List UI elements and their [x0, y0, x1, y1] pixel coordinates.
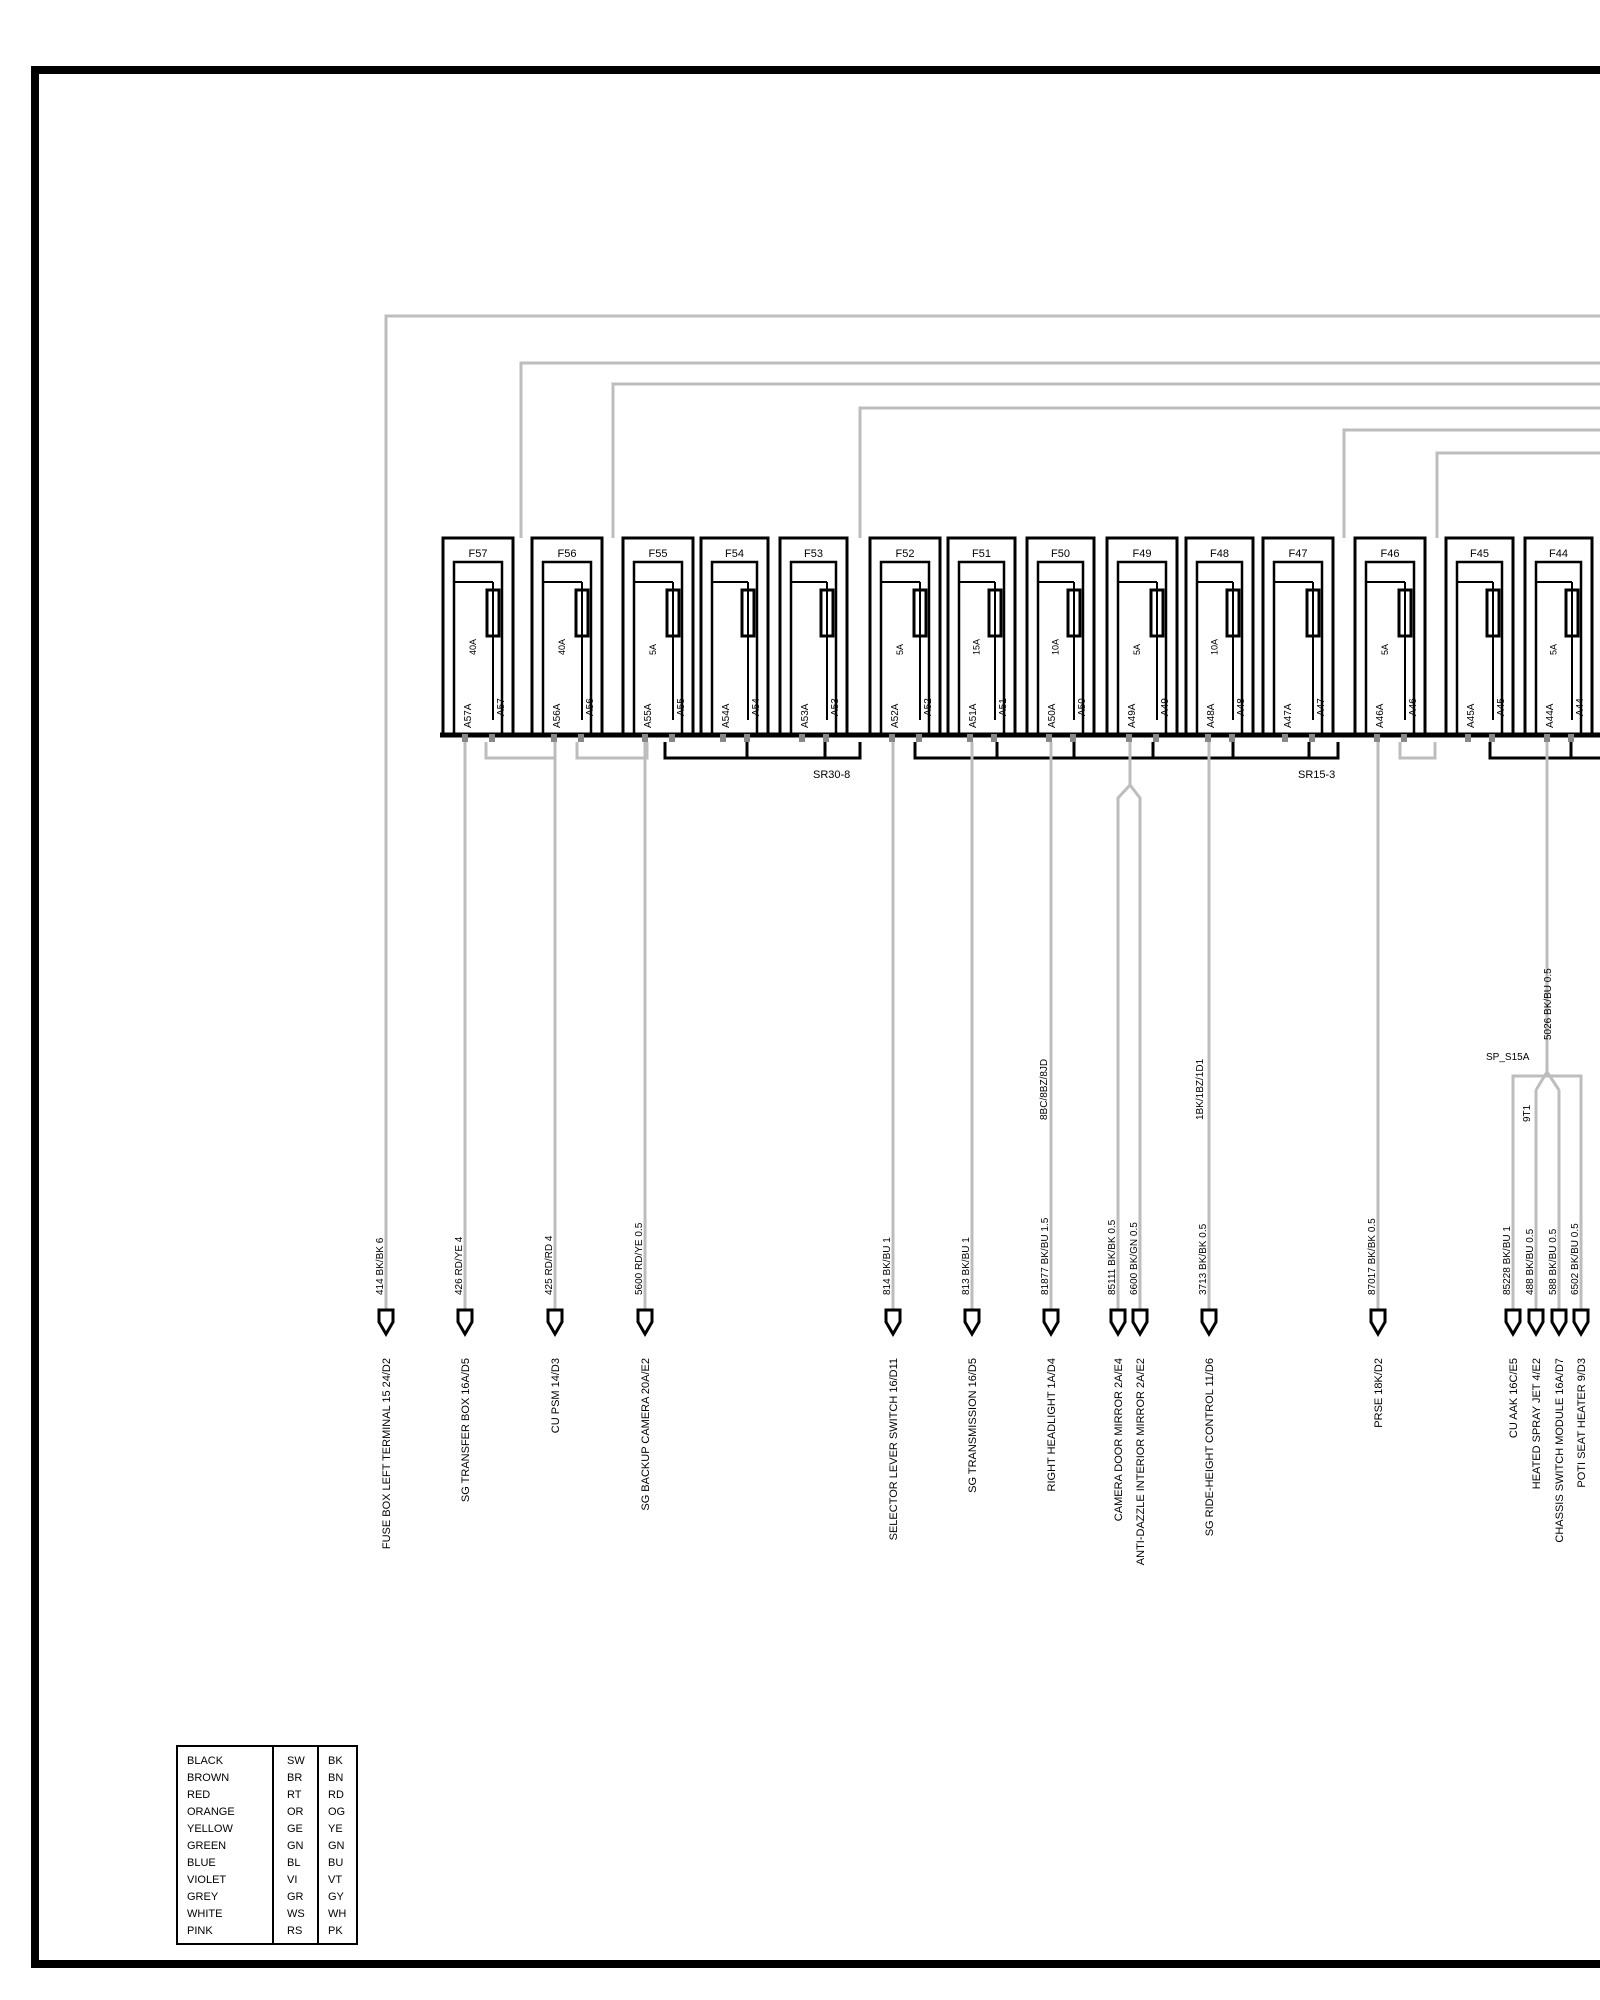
bus-label-sr30-8: SR30-8: [813, 769, 851, 781]
fuse-f47: [1263, 538, 1333, 742]
splice-label-sp-s15a: SP_S15A: [1486, 1052, 1530, 1063]
fuse-f54: [701, 538, 768, 742]
destination-label: FUSE BOX LEFT TERMINAL 15 24/D2: [381, 1358, 393, 1550]
legend-cell: RED: [187, 1789, 211, 1801]
wire-label: 81877 BK/BU 1.5: [1040, 1217, 1051, 1295]
output-wires: [375, 320, 1588, 1565]
fuse-id-label: F53: [804, 548, 823, 560]
destination-label: ANTI-DAZZLE INTERIOR MIRROR 2A/E2: [1135, 1358, 1147, 1566]
fuse-id-label: F50: [1051, 548, 1070, 560]
fuse-pin-out-label: A47: [1316, 698, 1327, 716]
output-circuit: [1548, 1090, 1566, 1543]
output-circuit: [544, 742, 562, 1433]
fuse-f46: [1355, 538, 1425, 742]
fuse-pin-out-label: A55: [676, 698, 687, 716]
wire-label: 426 RD/YE 4: [454, 1236, 465, 1295]
wire-label: 814 BK/BU 1: [882, 1237, 893, 1295]
legend-cell: BK: [328, 1755, 343, 1767]
legend-cell: VI: [287, 1874, 298, 1886]
fuse-id-label: F46: [1380, 548, 1400, 560]
legend-cell: BLUE: [187, 1857, 216, 1869]
wire-label: 87017 BK/BK 0.5: [1367, 1218, 1378, 1295]
fuse-rating-label: 10A: [1209, 638, 1220, 655]
fuse-id-label: F48: [1210, 548, 1229, 560]
fuse-rating-label: 40A: [468, 638, 478, 655]
fuse-rating-label: 5A: [648, 643, 658, 655]
fuse-pin-in-label: A51A: [968, 703, 979, 728]
fuse-pin-out-label: A49: [1160, 698, 1171, 716]
fuse-id-label: F51: [972, 548, 991, 560]
legend-cell: GE: [287, 1823, 303, 1835]
wire-label: 6600 BK/GN 0.5: [1129, 1222, 1140, 1295]
connector-pin-icon: [638, 1310, 652, 1334]
legend-cell: BL: [287, 1857, 301, 1869]
fuse-pin-in-label: A53A: [800, 703, 811, 728]
legend-cell: ORANGE: [187, 1806, 235, 1818]
wire-label: 85111 BK/BK 0.5: [1107, 1219, 1118, 1295]
fuse-block: [440, 538, 1600, 742]
fuse-rating-label: 10A: [1050, 638, 1061, 655]
legend-cell: RT: [287, 1789, 302, 1801]
fuse-rating-label: 5A: [1132, 643, 1142, 655]
connector-pin-icon: [965, 1310, 979, 1334]
wire-label: 3713 BK/BK 0.5: [1198, 1223, 1209, 1295]
fuse-pin-out-label: A53: [830, 698, 841, 716]
legend-cell: OR: [287, 1806, 304, 1818]
fuse-f50: [1027, 538, 1094, 742]
connector-pin-icon: [1529, 1310, 1543, 1334]
fuse-f48: [1186, 538, 1253, 742]
wire-label: 85228 BK/BU 1: [1502, 1226, 1513, 1295]
output-circuit: [1502, 1090, 1520, 1438]
wire-label: 414 BK/BK 6: [375, 1237, 386, 1295]
legend-cell: GREY: [187, 1891, 219, 1903]
supply-wires: [386, 316, 1600, 538]
connector-pin-icon: [1371, 1310, 1385, 1334]
fuse-id-label: F56: [557, 548, 577, 560]
legend-cell: WH: [328, 1908, 347, 1920]
output-circuit: [1525, 1090, 1543, 1489]
destination-label: SELECTOR LEVER SWITCH 16/D11: [888, 1358, 900, 1541]
legend-cell: GY: [328, 1891, 344, 1903]
fuse-pin-in-label: A46A: [1375, 703, 1386, 728]
destination-label: RIGHT HEADLIGHT 1A/D4: [1046, 1358, 1058, 1492]
fuse-pin-in-label: A49A: [1127, 703, 1138, 728]
legend-cell: YELLOW: [187, 1823, 233, 1835]
fuse-pin-in-label: A47A: [1283, 703, 1294, 728]
junction-wire-label-f48: 1BK/1BZ/1D1: [1195, 1058, 1206, 1120]
fuse-id-label: F57: [468, 548, 488, 560]
wire-label: 6502 BK/BU 0.5: [1570, 1223, 1581, 1295]
fuse-id-label: F52: [895, 548, 915, 560]
fuse-rating-label: 40A: [557, 638, 567, 655]
destination-label: CU PSM 14/D3: [550, 1358, 562, 1434]
fuse-f52: [870, 538, 940, 742]
connector-pin-icon: [379, 1310, 393, 1334]
legend-cell: PINK: [187, 1925, 213, 1937]
fuse-f57: [443, 538, 513, 742]
legend-cell: GR: [287, 1891, 304, 1903]
fuse-rating-label: 5A: [895, 643, 905, 655]
fuse-pin-in-label: A56A: [552, 703, 563, 728]
output-circuit: [454, 742, 472, 1502]
fuse-pin-out-label: A56: [585, 698, 596, 716]
output-circuit: [1570, 1090, 1588, 1488]
output-circuit: [634, 742, 652, 1511]
wire-label: 588 BK/BU 0.5: [1548, 1228, 1559, 1295]
fuse-pin-in-label: A52A: [890, 703, 901, 728]
fuse-rating-label: 5A: [1548, 643, 1559, 655]
fuse-pin-in-label: A57A: [463, 703, 474, 728]
fuse-pin-out-label: A45: [1496, 698, 1507, 716]
wire-label: 488 BK/BU 0.5: [1525, 1228, 1536, 1295]
fuse-pin-in-label: A44A: [1545, 703, 1556, 728]
bus-bars: [486, 742, 1600, 758]
fuse-pin-in-label: A55A: [643, 703, 654, 728]
destination-label: CU AAK 16C/E5: [1508, 1358, 1520, 1439]
legend-cell: PK: [328, 1925, 343, 1937]
legend-cell: BN: [328, 1772, 344, 1784]
connector-pin-icon: [1202, 1310, 1216, 1334]
destination-label: SG TRANSMISSION 16/D5: [967, 1358, 979, 1493]
fuse-pin-out-label: A57: [496, 698, 507, 716]
fuse-rating-label: 5A: [1380, 643, 1390, 655]
fuse-pin-out-label: A52: [923, 698, 934, 716]
connector-pin-icon: [458, 1310, 472, 1334]
color-legend: [177, 1746, 357, 1944]
fuse-id-label: F45: [1470, 548, 1489, 560]
connector-pin-icon: [1552, 1310, 1566, 1334]
output-circuit: [1198, 742, 1216, 1536]
fuse-f45: [1446, 538, 1513, 742]
connector-pin-icon: [1044, 1310, 1058, 1334]
legend-cell: WHITE: [187, 1908, 223, 1920]
splice-f49: [1118, 742, 1140, 808]
fuse-id-label: F49: [1132, 548, 1152, 560]
legend-cell: VT: [328, 1874, 343, 1886]
connector-pin-icon: [1506, 1310, 1520, 1334]
connector-pin-icon: [1133, 1310, 1147, 1334]
legend-cell: SW: [287, 1755, 305, 1767]
connector-pin-icon: [1111, 1310, 1125, 1334]
fuse-pin-out-label: A54: [751, 698, 762, 716]
destination-label: POTI SEAT HEATER 9/D3: [1576, 1358, 1588, 1488]
legend-cell: RD: [328, 1789, 344, 1801]
fuse-f56: [532, 538, 602, 742]
fuse-pin-out-label: A46: [1408, 698, 1419, 716]
junction-wire-label-f44: 5026 BK/BU 0.5: [1543, 968, 1554, 1040]
fuse-f44: [1525, 538, 1592, 742]
fuse-pin-in-label: A45A: [1466, 703, 1477, 728]
fuse-pin-out-label: A48: [1236, 698, 1247, 716]
legend-cell: BLACK: [187, 1755, 224, 1767]
connector-pin-icon: [548, 1310, 562, 1334]
legend-cell: BR: [287, 1772, 303, 1784]
destination-label: PRSE 18K/D2: [1373, 1358, 1385, 1428]
legend-cell: GN: [328, 1840, 345, 1852]
legend-cell: GN: [287, 1840, 304, 1852]
legend-cell: BROWN: [187, 1772, 230, 1784]
fuse-f51: [948, 538, 1015, 742]
output-circuit: [961, 742, 979, 1493]
legend-cell: BU: [328, 1857, 344, 1869]
fuse-f53: [780, 538, 847, 742]
legend-cell: OG: [328, 1806, 346, 1818]
output-circuit: [1129, 808, 1147, 1565]
fuse-rating-label: 15A: [971, 638, 982, 655]
sheet-frame: [31, 66, 1600, 1968]
output-circuit: [375, 320, 393, 1549]
destination-label: CAMERA DOOR MIRROR 2A/E4: [1113, 1358, 1125, 1522]
fuse-id-label: F54: [725, 548, 744, 560]
output-circuit: [1367, 742, 1385, 1428]
fuse-id-label: F47: [1288, 548, 1308, 560]
destination-label: SG RIDE-HEIGHT CONTROL 11/D6: [1204, 1358, 1216, 1537]
fuse-pin-in-label: A48A: [1206, 703, 1217, 728]
junction-wire-label-9t1: 9T1: [1522, 1104, 1533, 1122]
legend-cell: WS: [287, 1908, 305, 1920]
fuse-pin-out-label: A51: [998, 698, 1009, 716]
junction-wire-label-f50: 8BC/8BZ/8JD: [1039, 1058, 1050, 1120]
destination-label: SG TRANSFER BOX 16A/D5: [460, 1358, 472, 1503]
wire-label: 813 BK/BU 1: [961, 1237, 972, 1295]
fuse-pin-in-label: A54A: [721, 703, 732, 728]
fuse-f55: [623, 538, 693, 742]
fuse-id-label: F55: [648, 548, 668, 560]
bus-label-sr15-3: SR15-3: [1298, 769, 1336, 781]
destination-label: CHASSIS SWITCH MODULE 16A/D7: [1554, 1358, 1566, 1543]
legend-cell: YE: [328, 1823, 343, 1835]
fuse-pin-out-label: A50: [1077, 698, 1088, 716]
destination-label: HEATED SPRAY JET 4/E2: [1531, 1358, 1543, 1490]
wire-label: 5600 RD/YE 0.5: [634, 1222, 645, 1295]
fuse-pin-in-label: A50A: [1047, 703, 1058, 728]
wire-label: 425 RD/RD 4: [544, 1235, 555, 1295]
output-circuit: [882, 742, 900, 1540]
fuse-pin-out-label: A44: [1575, 698, 1586, 716]
connector-pin-icon: [1574, 1310, 1588, 1334]
connector-pin-icon: [886, 1310, 900, 1334]
destination-label: SG BACKUP CAMERA 20A/E2: [640, 1358, 652, 1511]
fuse-id-label: F44: [1549, 548, 1568, 560]
legend-cell: VIOLET: [187, 1874, 227, 1886]
output-circuit: [1107, 808, 1125, 1521]
legend-cell: RS: [287, 1925, 303, 1937]
legend-cell: GREEN: [187, 1840, 227, 1852]
fuse-f49: [1107, 538, 1177, 742]
